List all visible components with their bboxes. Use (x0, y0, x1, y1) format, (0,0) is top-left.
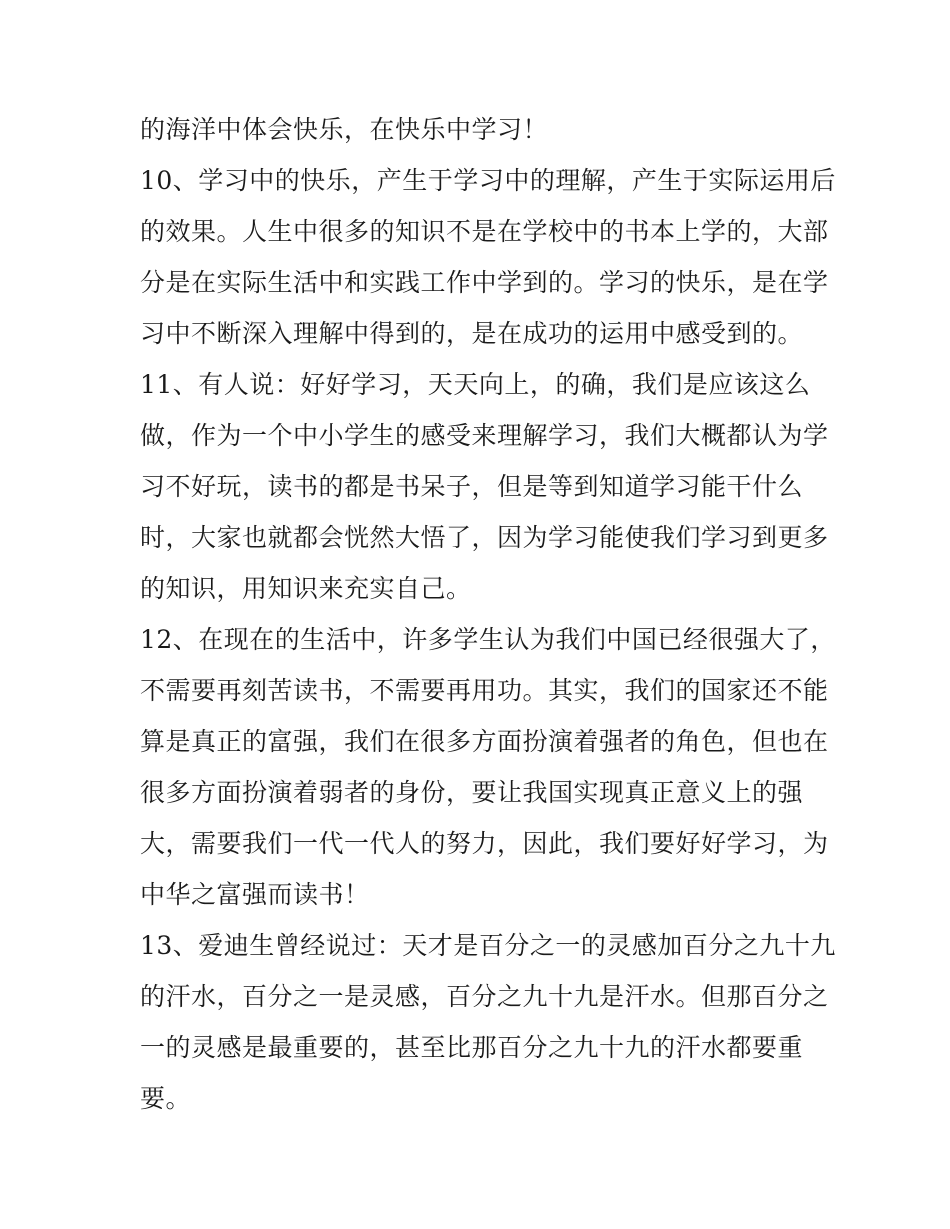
text-line: 很多方面扮演着弱者的身份，要让我国实现真正意义上的强 (140, 778, 804, 807)
text-line: 12、在现在的生活中，许多学生认为我们中国已经很强大了， (140, 625, 836, 654)
text-line: 习中不断深入理解中得到的，是在成功的运用中感受到的。 (140, 319, 804, 348)
document-body (140, 104, 836, 1124)
text-line: 的知识，用知识来充实自己。 (140, 574, 472, 603)
text-line: 13、爱迪生曾经说过：天才是百分之一的灵感加百分之九十九 (140, 931, 836, 960)
text-line: 的海洋中体会快乐，在快乐中学习！ (140, 115, 549, 144)
text-line: 11、有人说：好好学习，天天向上，的确，我们是应该这么 (140, 370, 811, 399)
text-line: 一的灵感是最重要的，甚至比那百分之九十九的汗水都要重 (140, 1033, 804, 1062)
text-line: 中华之富强而读书！ (140, 880, 370, 909)
text-line: 大，需要我们一代一代人的努力，因此，我们要好好学习，为 (140, 829, 829, 858)
text-line: 做，作为一个中小学生的感受来理解学习，我们大概都认为学 (140, 421, 829, 450)
text-line: 分是在实际生活中和实践工作中学到的。学习的快乐，是在学 (140, 268, 829, 297)
text-line: 10、学习中的快乐，产生于学习中的理解，产生于实际运用后 (140, 166, 836, 195)
text-line: 时，大家也就都会恍然大悟了，因为学习能使我们学习到更多 (140, 523, 829, 552)
text-line: 算是真正的富强，我们在很多方面扮演着强者的角色，但也在 (140, 727, 829, 756)
text-line: 习不好玩，读书的都是书呆子，但是等到知道学习能干什么 (140, 472, 804, 501)
text-line: 不需要再刻苦读书，不需要再用功。其实，我们的国家还不能 (140, 676, 829, 705)
text-line: 的效果。人生中很多的知识不是在学校中的书本上学的，大部 (140, 217, 829, 246)
text-line: 要。 (140, 1084, 192, 1113)
text-line: 的汗水，百分之一是灵感，百分之九十九是汗水。但那百分之 (140, 982, 829, 1011)
